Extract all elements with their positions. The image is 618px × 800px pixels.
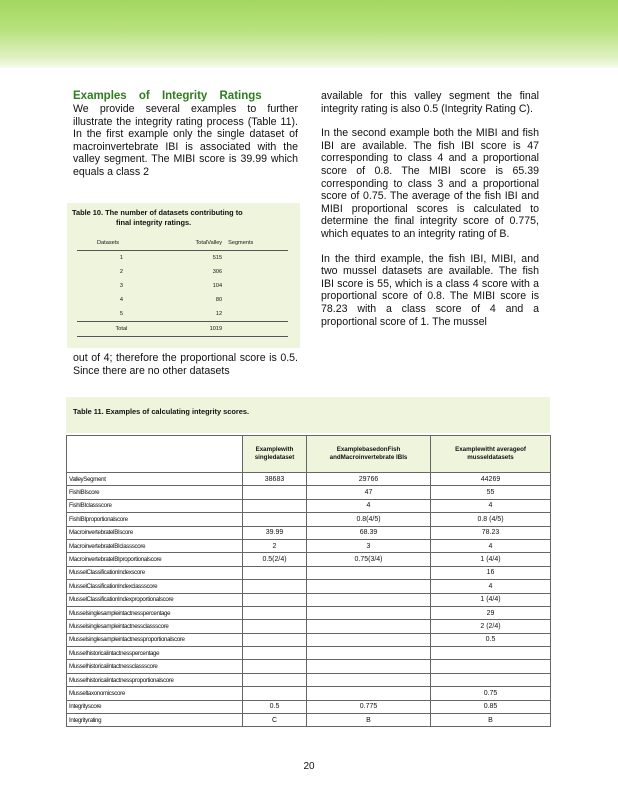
table-11-row: [67, 486, 551, 499]
table-11-cell: [431, 673, 551, 686]
table-11-cell: [243, 673, 307, 686]
table-10-row: 5 12: [119, 311, 223, 317]
table-11-row: [67, 539, 551, 552]
table-11-cell: 0.775: [307, 700, 431, 713]
left-paragraph-1: We provide several examples to further illustrate the integrity rating process (Table 11). In the first example only the single dataset of macroinvertebrate IBI is associated with the valley segment. The MIBI score is 39.99 which equals a class 2: [73, 103, 298, 178]
table-11-header: ExamplebasedonFish andMacroinvertebrate IBIs: [307, 436, 431, 473]
table-10-row: 2 306: [119, 269, 223, 275]
table-11-cell: 0.5: [431, 633, 551, 646]
table-11-cell: [243, 513, 307, 526]
table-11-cell: [307, 660, 431, 673]
table-11-row: [67, 606, 551, 619]
left-paragraph-1-cont: out of 4; therefore the proportional score is 0.5. Since there are no other datasets: [73, 352, 298, 377]
table-11-row: [67, 553, 551, 566]
table-10-grid: Datasets TotalValley Segments 1 515 2 306 3 104 4 80 5 12 Total 1019: [77, 236, 288, 337]
table-11-cell: [307, 606, 431, 619]
table-11-row-label: FishIBIscore: [67, 486, 243, 499]
table-11-cell: 55: [431, 486, 551, 499]
table-11-cell: [307, 647, 431, 660]
table-11-row-label: Musselsinglesampleintactnesspercentage: [67, 606, 243, 619]
table-10-row: 3 104: [119, 283, 223, 289]
table-11-cell: [243, 580, 307, 593]
table-11-row-label: MacroinvertebrateIBIproportionalscore: [67, 553, 243, 566]
table-11-row-label: Integrityrating: [67, 714, 243, 727]
table-11-row-label: Integrityscore: [67, 700, 243, 713]
table-10-row: 4 80: [119, 297, 223, 303]
right-paragraph-3: In the third example, the fish IBI, MIBI, and two mussel datasets are available. The fish IBI score is 55, which is a class 4 score with a proportional score of 0.8. The MIBI score is 78.23 with a class score of 4 and a proportional score of 1. The mussel: [321, 252, 539, 328]
table-11-cell: [243, 499, 307, 512]
table-11-row: [67, 593, 551, 606]
table-11-cell: 4: [431, 539, 551, 552]
table-11-cell: [243, 687, 307, 700]
table-11-row-label: MusselClassificationIndexscore: [67, 566, 243, 579]
table-10-total-row: Total 1019: [77, 322, 288, 337]
table-11-cell: 44269: [431, 473, 551, 486]
table-11-cell: [307, 687, 431, 700]
table-11-row: [67, 526, 551, 539]
table-11-cell: 1 (4/4): [431, 593, 551, 606]
table-11-cell: [243, 593, 307, 606]
table-11-cell: [243, 647, 307, 660]
table-11-row: [67, 633, 551, 646]
table-11-cell: 2: [243, 539, 307, 552]
table-11-row-label: Musselhistoricalintactnessproportionalscore: [67, 673, 243, 686]
table-11-cell: 0.75: [431, 687, 551, 700]
table-11-cell: [243, 633, 307, 646]
left-column-continued: [73, 352, 298, 377]
table-11-cell: [307, 593, 431, 606]
table-11-cell: 3: [307, 539, 431, 552]
table-11-cell: 4: [431, 499, 551, 512]
table-11-row: [67, 580, 551, 593]
table-11-cell: 1 (4/4): [431, 553, 551, 566]
table-11-caption-band: [66, 397, 550, 433]
right-column: [321, 90, 539, 328]
table-11-row-label: Musselsinglesampleintactnessproportionalscore: [67, 633, 243, 646]
table-11-row-label: MacroinvertebrateIBIscore: [67, 526, 243, 539]
table-11-cell: 68.39: [307, 526, 431, 539]
table-11-cell: [307, 633, 431, 646]
table-11-cell: [307, 566, 431, 579]
table-11-row-label: MacroinvertebrateIBIclassscore: [67, 539, 243, 552]
table-11-row-label: MusselClassificationIndexclassscore: [67, 580, 243, 593]
table-11-cell: C: [243, 714, 307, 727]
table-11-row: [67, 687, 551, 700]
table-11-cell: [243, 566, 307, 579]
table-11-cell: 0.85: [431, 700, 551, 713]
table-11-cell: 29766: [307, 473, 431, 486]
table-11-cell: [307, 673, 431, 686]
right-paragraph-1: available for this valley segment the final integrity rating is also 0.5 (Integrity Rating C).: [321, 90, 539, 115]
table-11-cell: 0.5: [243, 700, 307, 713]
table-11-cell: [431, 647, 551, 660]
table-11-row: [67, 714, 551, 727]
table-11-cell: 78.23: [431, 526, 551, 539]
table-11-row: [67, 513, 551, 526]
table-11-cell: [243, 606, 307, 619]
table-11-cell: [307, 580, 431, 593]
table-11-row-label: Musselhistoricalintactnesspercentage: [67, 647, 243, 660]
table-11-row-label: MusselClassificationIndexproportionalscore: [67, 593, 243, 606]
table-11-cell: 4: [431, 580, 551, 593]
page-number: 20: [303, 761, 315, 772]
table-11-row-label: Musseltaxonomicscore: [67, 687, 243, 700]
table-11-cell: [431, 660, 551, 673]
table-10-caption: Table 10. The number of datasets contributing to final integrity ratings.: [72, 208, 243, 227]
table-11-row-label: Musselhistoricalintactnessclassscore: [67, 660, 243, 673]
table-11-cell: 0.5(2/4): [243, 553, 307, 566]
table-11-row: [67, 647, 551, 660]
table-11-row-label: FishIBIproportionalscore: [67, 513, 243, 526]
table-11-row: [67, 620, 551, 633]
left-column: [73, 90, 298, 179]
table-11-cell: 47: [307, 486, 431, 499]
table-11-cell: 16: [431, 566, 551, 579]
table-11-cell: [243, 620, 307, 633]
table-11-row-label: ValleySegment: [67, 473, 243, 486]
table-11-header: Examplewitht averageof musseldatasets: [431, 436, 551, 473]
table-11-cell: B: [431, 714, 551, 727]
table-11-cell: 0.8(4/5): [307, 513, 431, 526]
table-11-row: [67, 473, 551, 486]
table-11-cell: 29: [431, 606, 551, 619]
table-11-cell: B: [307, 714, 431, 727]
table-11-caption: Table 11. Examples of calculating integrity scores.: [73, 407, 250, 416]
table-10: [67, 203, 300, 348]
table-11-row: [67, 499, 551, 512]
table-10-row: 1 515: [119, 255, 223, 261]
table-11-header: Examplewith singledataset: [243, 436, 307, 473]
table-11-cell: 0.75(3/4): [307, 553, 431, 566]
header-band: [0, 0, 618, 68]
table-11-row: [67, 660, 551, 673]
table-11-cell: [243, 660, 307, 673]
table-11-cell: 2 (2/4): [431, 620, 551, 633]
right-paragraph-2: In the second example both the MIBI and fish IBI are available. The fish IBI score is 47 corresponding to class 4 and a proportional score of 0.8. The MIBI score is 65.39 corresponding to class 3 and a proportional score of 0.75. The average of the fish IBI and MIBI proportional scores is calculated to determine the final integrity score of 0.775, which equates to an integrity rating of B.: [321, 127, 539, 240]
table-11-cell: 0.8 (4/5): [431, 513, 551, 526]
table-11-cell: [243, 486, 307, 499]
table-11-row: [67, 566, 551, 579]
table-11-cell: 39.99: [243, 526, 307, 539]
table-11-row: [67, 673, 551, 686]
table-11-cell: 4: [307, 499, 431, 512]
table-11-row: [67, 700, 551, 713]
table-11: [66, 435, 551, 727]
table-11-row-label: FishIBIclassscore: [67, 499, 243, 512]
table-11-cell: [307, 620, 431, 633]
table-11-cell: 38683: [243, 473, 307, 486]
section-heading: Examples of Integrity Ratings: [73, 90, 262, 102]
table-11-row-label: Musselsinglesampleintactnessclassscore: [67, 620, 243, 633]
